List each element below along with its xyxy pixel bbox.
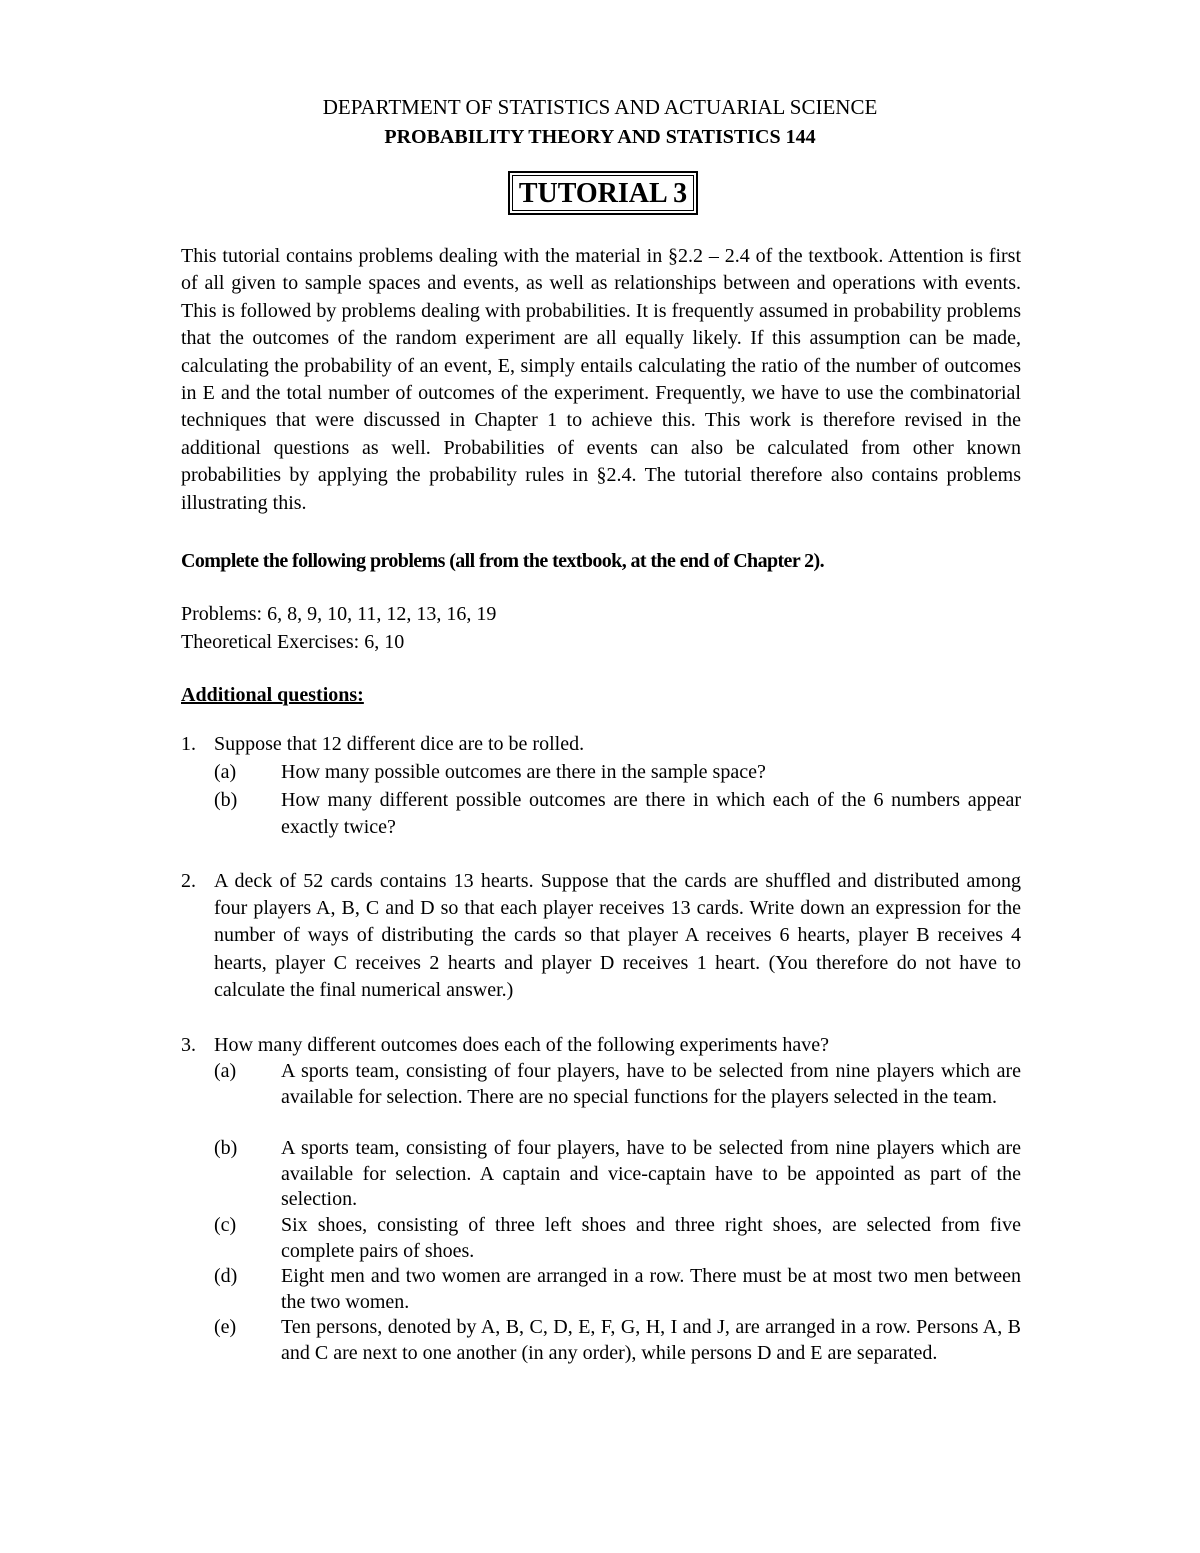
tutorial-title: TUTORIAL 3 [518,178,688,209]
question-text: A deck of 52 cards contains 13 hearts. Suppose that the cards are shuffled and distributed among four players A, B, C and D so that each player receives 13 cards. Write down an expression for the number of ways of distributing the cards so that player A receives 6 hearts, player B receives 4 hearts, player C receives 2 hearts and player D receives 1 heart. (You therefore do not have to calculate the final numerical answer.) [214,870,1021,1001]
problems-line: Problems: 6, 8, 9, 10, 11, 12, 13, 16, 19 [181,603,497,625]
sub-question-text: How many different possible outcomes are there in which each of the 6 numbers appear exactly twice? [281,789,1021,838]
question-text: Suppose that 12 different dice are to be rolled. [214,733,585,755]
additional-questions-heading: Additional questions: [181,684,364,706]
sub-question-label: (a) [214,761,237,783]
sub-question [214,1213,1021,1264]
sub-question [214,760,1021,786]
sub-question-text: A sports team, consisting of four players, have to be selected from nine players which are available for selection. There are no special functions for the players selected in the team. [281,1060,1021,1108]
sub-question-label: (a) [214,1060,237,1082]
sub-question [214,787,1021,841]
question-number: 1. [181,733,196,755]
question-text: How many different outcomes does each of the following experiments have? [214,1034,829,1056]
sub-question [214,1136,1021,1213]
sub-question-text: Eight men and two women are arranged in a row. There must be at most two men between the two women. [281,1265,1021,1313]
tutorial-title-box [508,171,698,215]
theoretical-exercises-line: Theoretical Exercises: 6, 10 [181,631,405,653]
sub-question-label: (c) [214,1214,237,1236]
sub-question [214,1264,1021,1315]
sub-question [214,1315,1021,1366]
question-number: 3. [181,1034,196,1056]
department-heading: DEPARTMENT OF STATISTICS AND ACTUARIAL SCIENCE [322,95,878,119]
intro-paragraph: This tutorial contains problems dealing with the material in §2.2 – 2.4 of the textbook. Attention is first of all given to sample spaces and events, as well as relationships between and operations with events. This is followed by problems dealing with probabilities. It is frequently assumed in probability problems that the outcomes of the random experiment are all equally likely. If this assumption can be made, calculating the probability of an event, E, simply entails calculating the ratio of the number of outcomes in E and the total number of outcomes of the experiment. Frequently, we have to use the combinatorial techniques that were discussed in Chapter 1 to achieve this. This work is therefore revised in the additional questions as well. Probabilities of events can also be calculated from other known probabilities by applying the probability rules in §2.4. The tutorial therefore also contains problems illustrating this. [181,245,1021,514]
course-title: PROBABILITY THEORY AND STATISTICS 144 [384,126,816,148]
sub-question-label: (b) [214,1137,238,1159]
sub-question-label: (d) [214,1265,238,1287]
question-number: 2. [181,870,196,892]
sub-question-text: How many possible outcomes are there in the sample space? [281,761,766,783]
sub-question-label: (e) [214,1316,237,1338]
sub-question-text: Six shoes, consisting of three left shoes and three right shoes, are selected from five complete pairs of shoes. [281,1214,1021,1262]
sub-question-text: A sports team, consisting of four players, have to be selected from nine players which are available for selection. A captain and vice-captain have to be appointed as part of the selection. [281,1137,1021,1211]
sub-question-text: Ten persons, denoted by A, B, C, D, E, F, G, H, I and J, are arranged in a row. Persons A, B and C are next to one another (in any order), while persons D and E are separated. [281,1316,1021,1364]
sub-question-label: (b) [214,789,238,811]
sub-question [214,1059,1021,1110]
instruction-heading: Complete the following problems (all from the textbook, at the end of Chapter 2). [181,550,825,572]
